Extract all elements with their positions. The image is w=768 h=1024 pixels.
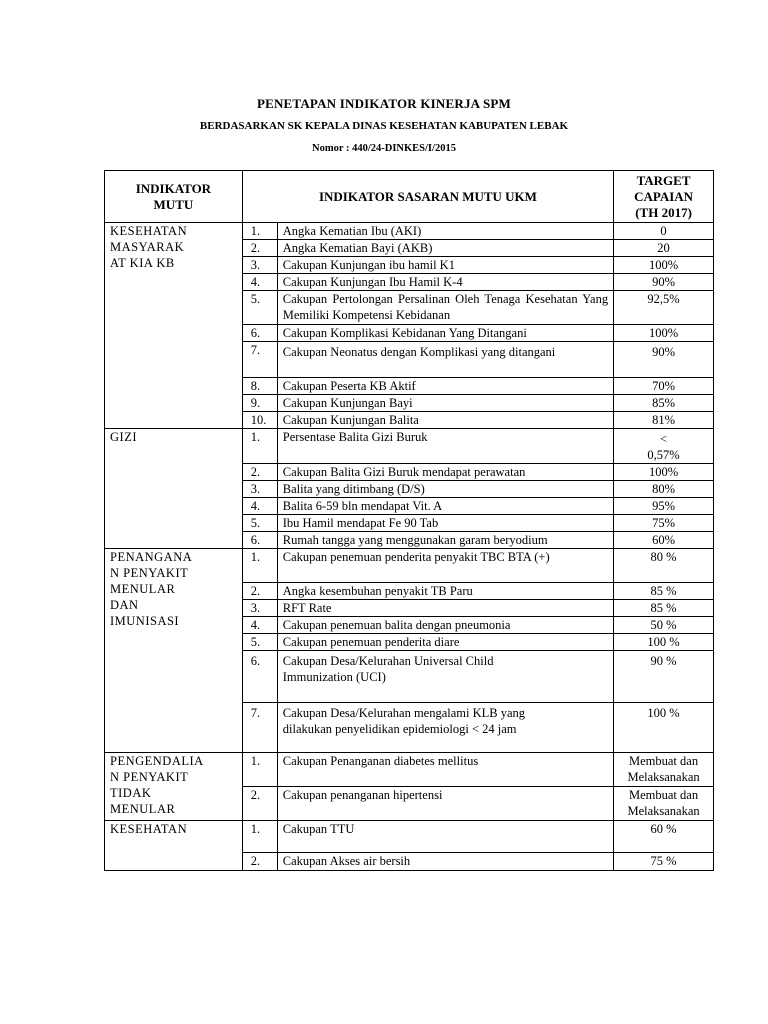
target-value: 95%	[614, 498, 714, 515]
header-indikator-mutu: INDIKATOR MUTU	[105, 171, 243, 223]
category-kesehatan-lingkungan: KESEHATAN	[105, 821, 243, 871]
row-number: 2.	[242, 464, 277, 481]
target-value: 100%	[614, 257, 714, 274]
target-value: 90%	[614, 274, 714, 291]
target-value: < 0,57%	[614, 429, 714, 464]
target-value: 80 %	[614, 549, 714, 583]
target-value: 85 %	[614, 600, 714, 617]
indicator-text: Cakupan Peserta KB Aktif	[277, 378, 613, 395]
row-number: 3.	[242, 481, 277, 498]
indicator-text: Cakupan Balita Gizi Buruk mendapat perawatan	[277, 464, 613, 481]
indicator-text: Cakupan Desa/Kelurahan mengalami KLB yang dilakukan penyelidikan epidemiologi < 24 jam	[277, 703, 613, 753]
target-value: 75%	[614, 515, 714, 532]
row-number: 6.	[242, 532, 277, 549]
row-number: 6.	[242, 325, 277, 342]
indicator-text: Angka Kematian Bayi (AKB)	[277, 240, 613, 257]
target-value: 60 %	[614, 821, 714, 853]
row-number: 7.	[242, 342, 277, 378]
header-indikator-sasaran: INDIKATOR SASARAN MUTU UKM	[242, 171, 613, 223]
document-number: Nomor : 440/24-DINKES/I/2015	[312, 143, 456, 154]
indicator-text: Cakupan penemuan penderita penyakit TBC BTA (+)	[277, 549, 613, 583]
target-value: 85 %	[614, 583, 714, 600]
indicator-text: Cakupan Kunjungan Ibu Hamil K-4	[277, 274, 613, 291]
indicator-text: Angka kesembuhan penyakit TB Paru	[277, 583, 613, 600]
category-penyakit-menular: PENANGANA N PENYAKIT MENULAR DAN IMUNISASI	[105, 549, 243, 753]
document-title: PENETAPAN INDIKATOR KINERJA SPM	[256, 96, 512, 111]
target-value: 100%	[614, 464, 714, 481]
header-target-capaian: TARGET CAPAIAN (TH 2017)	[614, 171, 714, 223]
target-value: 100 %	[614, 703, 714, 753]
target-value: 100%	[614, 325, 714, 342]
row-number: 7.	[242, 703, 277, 753]
indicator-text: Cakupan Kunjungan Balita	[277, 412, 613, 429]
indicator-text: Persentase Balita Gizi Buruk	[277, 429, 613, 464]
row-number: 2.	[242, 787, 277, 821]
target-value: 100 %	[614, 634, 714, 651]
indicator-text: Cakupan Akses air bersih	[277, 853, 613, 871]
indicator-text: Balita 6-59 bln mendapat Vit. A	[277, 498, 613, 515]
category-penyakit-tidak-menular: PENGENDALIA N PENYAKIT TIDAK MENULAR	[105, 753, 243, 821]
row-number: 4.	[242, 274, 277, 291]
category-gizi: GIZI	[105, 429, 243, 549]
indicator-table-body	[105, 223, 714, 871]
row-number: 8.	[242, 378, 277, 395]
target-value: 81%	[614, 412, 714, 429]
row-number: 2.	[242, 583, 277, 600]
row-number: 5.	[242, 634, 277, 651]
row-number: 1.	[242, 821, 277, 853]
indicator-text: Cakupan Desa/Kelurahan Universal Child Immunization (UCI)	[277, 651, 613, 703]
indicator-text: Cakupan penemuan balita dengan pneumonia	[277, 617, 613, 634]
indicator-text: Cakupan Neonatus dengan Komplikasi yang ditangani	[277, 342, 613, 378]
row-number: 5.	[242, 291, 277, 325]
row-number: 1.	[242, 549, 277, 583]
indicator-text: Cakupan Kunjungan ibu hamil K1	[277, 257, 613, 274]
category-kesehatan-masyarakat: KESEHATAN MASYARAK AT KIA KB	[105, 223, 243, 429]
row-number: 1.	[242, 429, 277, 464]
row-number: 5.	[242, 515, 277, 532]
target-value: 60%	[614, 532, 714, 549]
row-number: 10.	[242, 412, 277, 429]
row-number: 1.	[242, 753, 277, 787]
indicator-text: Balita yang ditimbang (D/S)	[277, 481, 613, 498]
row-number: 2.	[242, 853, 277, 871]
indicator-text: Cakupan Kunjungan Bayi	[277, 395, 613, 412]
row-number: 3.	[242, 600, 277, 617]
row-number: 9.	[242, 395, 277, 412]
target-value: 90%	[614, 342, 714, 378]
target-value: Membuat dan Melaksanakan	[614, 787, 714, 821]
indicator-text: Cakupan penemuan penderita diare	[277, 634, 613, 651]
target-value: 90 %	[614, 651, 714, 703]
target-value: 92,5%	[614, 291, 714, 325]
indicator-text: Cakupan TTU	[277, 821, 613, 853]
indicator-text: Rumah tangga yang menggunakan garam beryodium	[277, 532, 613, 549]
indicator-text: Angka Kematian Ibu (AKI)	[277, 223, 613, 240]
target-value: 20	[614, 240, 714, 257]
indicator-text: RFT Rate	[277, 600, 613, 617]
target-value: 0	[614, 223, 714, 240]
target-value: 70%	[614, 378, 714, 395]
indicator-text: Ibu Hamil mendapat Fe 90 Tab	[277, 515, 613, 532]
row-number: 4.	[242, 498, 277, 515]
target-value: 85%	[614, 395, 714, 412]
row-number: 6.	[242, 651, 277, 703]
indicator-text: Cakupan Penanganan diabetes mellitus	[277, 753, 613, 787]
indicator-text: Cakupan Komplikasi Kebidanan Yang Ditangani	[277, 325, 613, 342]
document-subtitle: BERDASARKAN SK KEPALA DINAS KESEHATAN KABUPATEN LEBAK	[199, 120, 569, 132]
row-number: 2.	[242, 240, 277, 257]
row-number: 3.	[242, 257, 277, 274]
row-number: 1.	[242, 223, 277, 240]
target-value: 50 %	[614, 617, 714, 634]
target-value: 80%	[614, 481, 714, 498]
row-number: 4.	[242, 617, 277, 634]
target-value: Membuat dan Melaksanakan	[614, 753, 714, 787]
indicator-text: Cakupan Pertolongan Persalinan Oleh Tenaga Kesehatan Yang Memiliki Kompetensi Kebidanan	[277, 291, 613, 325]
indicator-text: Cakupan penanganan hipertensi	[277, 787, 613, 821]
indicator-table	[104, 170, 714, 871]
target-value: 75 %	[614, 853, 714, 871]
